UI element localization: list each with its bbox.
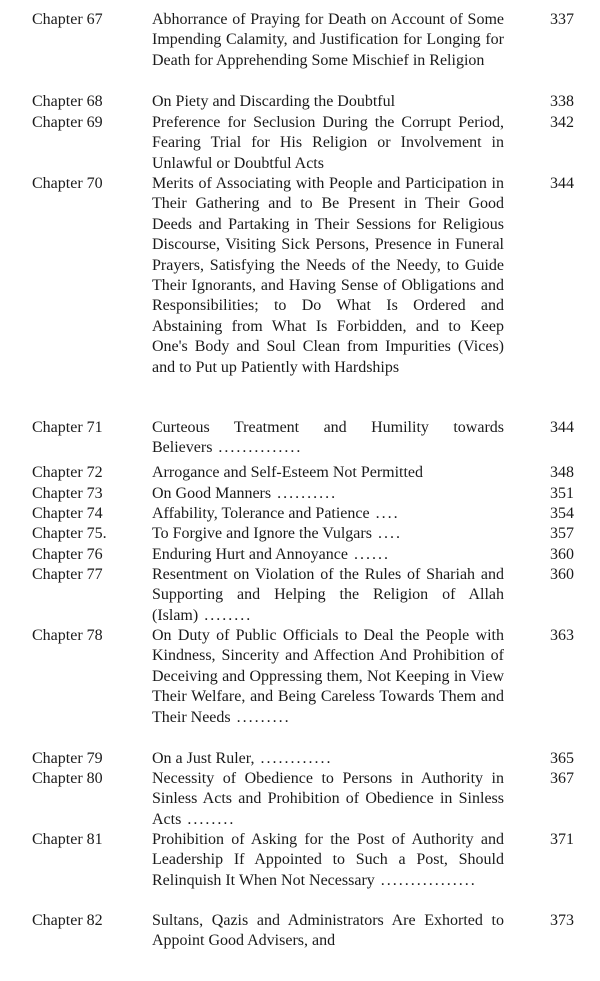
- chapter-label: Chapter 71: [32, 419, 103, 436]
- chapter-label: Chapter 75.: [32, 525, 107, 542]
- chapter-label: Chapter 73: [32, 485, 103, 502]
- dot-leader: ..............: [218, 439, 303, 457]
- chapter-title-text: Resentment on Violation of the Rules of Shariah and Supporting and Helping the Religion of Allah (Islam): [152, 566, 504, 624]
- chapter-title: [152, 113, 504, 174]
- page-number: 348: [550, 464, 574, 481]
- chapter-label: Chapter 69: [32, 114, 103, 131]
- chapter-title: [152, 484, 504, 504]
- chapter-title: [152, 504, 504, 524]
- page-number: 338: [550, 93, 574, 110]
- chapter-title: [152, 174, 504, 378]
- chapter-label: Chapter 81: [32, 831, 103, 848]
- page-number: 344: [550, 419, 574, 436]
- chapter-title-text: On Piety and Discarding the Doubtful: [152, 93, 396, 110]
- dot-leader: ........: [187, 810, 236, 828]
- chapter-label: Chapter 77: [32, 566, 103, 583]
- page-number: 357: [550, 525, 574, 542]
- page-number: 371: [550, 831, 574, 848]
- chapter-label: Chapter 82: [32, 912, 103, 929]
- chapter-title-text: To Forgive and Ignore the Vulgars: [152, 525, 372, 542]
- dot-leader: ............: [260, 750, 333, 767]
- chapter-title-text: Prohibition of Asking for the Post of Authority and Leadership If Appointed to Such a Post, Should Relinquish It When Not Necessary: [152, 831, 504, 889]
- chapter-title-text: Necessity of Obedience to Persons in Authority in Sinless Acts and Prohibition of Obedience in Sinless Acts: [152, 770, 504, 828]
- dot-leader: ................: [380, 871, 477, 889]
- chapter-title-text: Abhorrance of Praying for Death on Account of Some Impending Calamity, and Justification for Longing for Death for Apprehending Some Mischief in Religion: [152, 11, 504, 69]
- dot-leader: ........: [204, 606, 253, 624]
- chapter-title: [152, 463, 504, 483]
- chapter-title: [152, 911, 504, 952]
- chapter-label: Chapter 74: [32, 505, 103, 522]
- page-number: 365: [550, 750, 574, 767]
- chapter-title: [152, 626, 504, 728]
- dot-leader: ..........: [277, 485, 338, 502]
- chapter-title: [152, 545, 504, 565]
- page-number: 373: [550, 912, 574, 929]
- chapter-label: Chapter 67: [32, 11, 103, 28]
- page-number: 354: [550, 505, 574, 522]
- chapter-label: Chapter 72: [32, 464, 103, 481]
- chapter-title-text: On a Just Ruler,: [152, 750, 255, 767]
- chapter-title-text: Affability, Tolerance and Patience: [152, 505, 370, 522]
- page-number: 367: [550, 770, 574, 787]
- chapter-title-text: On Duty of Public Officials to Deal the People with Kindness, Sincerity and Affection And Prohibition of Deceiving and Oppressing them, Not Keeping in View Their Welfare, and Being Careless Towards Them and Their Needs: [152, 627, 504, 726]
- dot-leader: ....: [375, 505, 400, 522]
- chapter-title-text: On Good Manners: [152, 485, 272, 502]
- page-number: 342: [550, 114, 574, 131]
- chapter-title-text: Merits of Associating with People and Participation in Their Gathering and to Be Present in Their Good Deeds and Partaking in Their Sessions for Religious Discourse, Visiting Sick Persons, Presence in Funeral Prayers, Satisfying the Needs of the Needy, to Guide Their Ignorants, and Having Sense of Obligations and Responsibilities; to Do What Is Ordered and Abstaining from What Is Forbidden, and to Keep One's Body and Soul Clean from Impurities (Vices) and to Put up Patiently with Hardships: [152, 175, 504, 376]
- page-number: 360: [550, 546, 574, 563]
- page-number: 344: [550, 175, 574, 192]
- dot-leader: ....: [377, 525, 402, 542]
- dot-leader: .........: [236, 708, 291, 726]
- chapter-label: Chapter 68: [32, 93, 103, 110]
- chapter-label: Chapter 79: [32, 750, 103, 767]
- dot-leader: ......: [353, 546, 390, 563]
- page-number: 360: [550, 566, 574, 583]
- chapter-title: [152, 524, 504, 544]
- chapter-title: [152, 769, 504, 830]
- chapter-label: Chapter 70: [32, 175, 103, 192]
- chapter-title: [152, 749, 504, 769]
- page-number: 337: [550, 11, 574, 28]
- chapter-title-text: Sultans, Qazis and Administrators Are Exhorted to Appoint Good Advisers, and: [152, 912, 504, 950]
- chapter-title-text: Preference for Seclusion During the Corrupt Period, Fearing Trial for His Religion or Involvement in Unlawful or Doubtful Acts: [152, 114, 504, 172]
- chapter-title-text: Curteous Treatment and Humility towards Believers: [152, 419, 504, 457]
- chapter-label: Chapter 76: [32, 546, 103, 563]
- chapter-title: [152, 565, 504, 626]
- chapter-label: Chapter 78: [32, 627, 103, 644]
- chapter-label: Chapter 80: [32, 770, 103, 787]
- chapter-title: [152, 418, 504, 459]
- chapter-title-text: Arrogance and Self-Esteem Not Permitted: [152, 464, 424, 481]
- chapter-title-text: Enduring Hurt and Annoyance: [152, 546, 348, 563]
- page-number: 363: [550, 627, 574, 644]
- page-number: 351: [550, 485, 574, 502]
- chapter-title: [152, 92, 504, 112]
- chapter-title: [152, 10, 504, 71]
- chapter-title: [152, 830, 504, 891]
